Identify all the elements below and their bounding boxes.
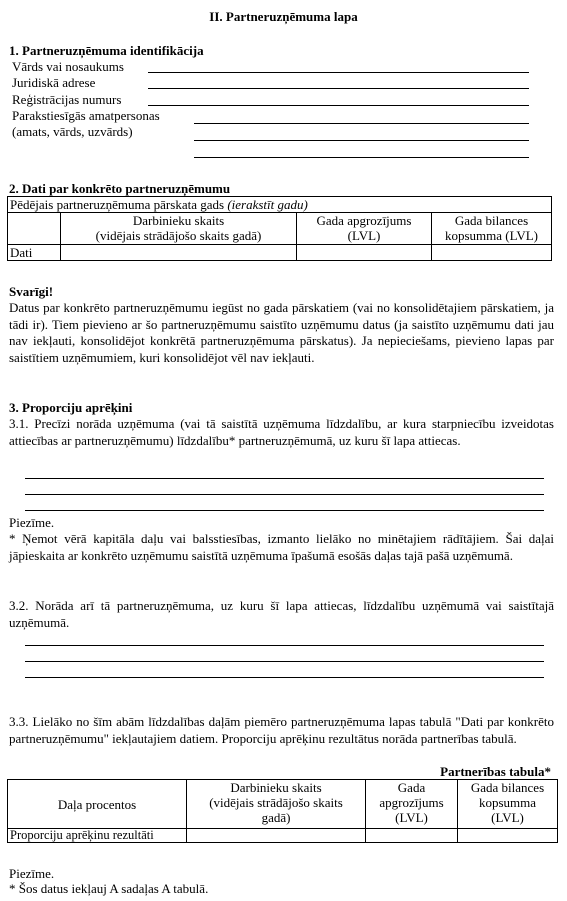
note-label: Piezīme. [9,515,55,530]
header-empty-cell [8,213,61,245]
data-row-label: Dati [8,245,61,261]
pt-header-employees-line1: Darbinieku skaits [230,780,322,795]
field-line-name[interactable] [148,72,529,73]
paragraph-3-3: 3.3. Lielāko no šīm abām līdzdalības daļām piemēro partneruzņēmuma lapas tabulā "Dati par konkrēto partneruzņēmumu" iekļautajiem datiem. Proporciju aprēķinu rezultātus norāda partnerības tabulā. [9,714,554,746]
field-line-officials-3[interactable] [194,157,529,158]
field-line-officials-1[interactable] [194,123,529,124]
answer-line-3-2-a[interactable] [25,645,544,646]
pt-row-label: Proporciju aprēķinu rezultāti [8,829,187,843]
answer-line-3-2-b[interactable] [25,661,544,662]
header-balance-line1: Gada bilances [454,213,529,228]
pt-header-employees-line3: gadā) [261,810,291,825]
answer-line-3-1-b[interactable] [25,494,544,495]
report-year-cell[interactable] [8,197,552,213]
field-label-address: Juridiskā adrese [12,75,96,90]
partner-data-table [7,196,552,261]
header-employees-line1: Darbinieku skaits [132,213,225,228]
pt-employees-cell[interactable] [187,829,366,843]
pt-header-turnover-line1: Gada [397,780,426,795]
field-label-officials: Parakstiesīgās amatpersonas [12,108,160,123]
pt-header-employees-line2: (vidējais strādājošo skaits [209,795,343,810]
pt-header-employees [187,780,366,829]
header-turnover-line1: Gada apgrozījums [316,213,412,228]
partnership-table-title: Partnerības tabula* [440,764,551,779]
answer-line-3-2-c[interactable] [25,677,544,678]
data-employees-cell[interactable] [61,245,297,261]
page-title: II. Partneruzņēmuma lapa [209,9,358,24]
pt-header-balance-line2: kopsumma [478,795,537,810]
header-employees [61,213,297,245]
header-balance-line2: kopsumma (LVL) [444,228,539,243]
field-label-officials-hint: (amats, vārds, uzvārds) [12,124,133,139]
field-line-address[interactable] [148,88,529,89]
header-turnover-line2: (LVL) [347,228,381,243]
partnership-table [7,779,558,843]
pt-turnover-cell[interactable] [366,829,458,843]
data-balance-cell[interactable] [432,245,552,261]
data-turnover-cell[interactable] [297,245,432,261]
pt-header-turnover-line3: (LVL) [395,810,428,825]
report-year-hint: (ierakstīt gadu) [227,197,308,212]
header-employees-line2: (vidējais strādājošo skaits gadā) [95,228,262,243]
pt-header-balance-line3: (LVL) [491,810,524,825]
note-text: * Ņemot vērā kapitāla daļu vai balsstiesības, izmanto lielāko no minētajiem rādītājiem. Šai daļai jāpieskaita ar konkrēto uzņēmumu saistītā uzņēmuma īpašumā esošās daļas tajā pašā uzņēmumā. [9,531,554,563]
pt-header-share: Daļa procentos [8,780,187,829]
pt-header-turnover-line2: apgrozījums [379,795,444,810]
pt-balance-cell[interactable] [458,829,558,843]
section3-heading: 3. Proporciju aprēķini [9,400,133,415]
pt-header-balance-line1: Gada bilances [470,780,545,795]
answer-line-3-1-a[interactable] [25,478,544,479]
answer-line-3-1-c[interactable] [25,510,544,511]
paragraph-3-2: 3.2. Norāda arī tā partneruzņēmuma, uz kuru šī lapa attiecas, līdzdalību uzņēmumā vai saistītajā uzņēmumā. [9,598,554,630]
header-turnover [297,213,432,245]
field-line-officials-2[interactable] [194,140,529,141]
pt-header-balance [458,780,558,829]
pt-header-turnover [366,780,458,829]
section2-heading: 2. Dati par konkrēto partneruzņēmumu [9,181,231,196]
important-text: Datus par konkrēto partneruzņēmumu iegūst no gada pārskatiem (vai no konsolidētajiem pārskatiem, ja tādi ir). Tiem pievieno ar šo partneruzņēmumu saistīto uzņēmumu datus (ja saistīto uzņēmumu dati jau nav iekļauti, konsolidējot konkrētā partneruzņēmuma pārskatus). Ja nepieciešams, pievieno lapas par saistītiem uzņēmumiem, kuri konsolidējot vēl nav iekļauti. [9,300,554,365]
report-year-label: Pēdējais partneruzņēmuma pārskata gads [10,197,225,212]
field-label-name: Vārds vai nosaukums [12,59,124,74]
important-heading: Svarīgi! [9,284,54,299]
paragraph-3-1: 3.1. Precīzi norāda uzņēmuma (vai tā saistītā uzņēmuma līdzdalību, ar kura starpniecību izveidotas attiecības ar partneruzņēmumu) līdzdalību* partneruzņēmumā, uz kuru šī lapa attiecas. [9,416,554,448]
field-line-regnum[interactable] [148,105,529,106]
section1-heading: 1. Partneruzņēmuma identifikācija [9,43,204,58]
field-label-regnum: Reģistrācijas numurs [12,92,122,107]
final-note-text: * Šos datus iekļauj A sadaļas A tabulā. [9,881,209,896]
final-note-label: Piezīme. [9,866,55,881]
header-balance [432,213,552,245]
